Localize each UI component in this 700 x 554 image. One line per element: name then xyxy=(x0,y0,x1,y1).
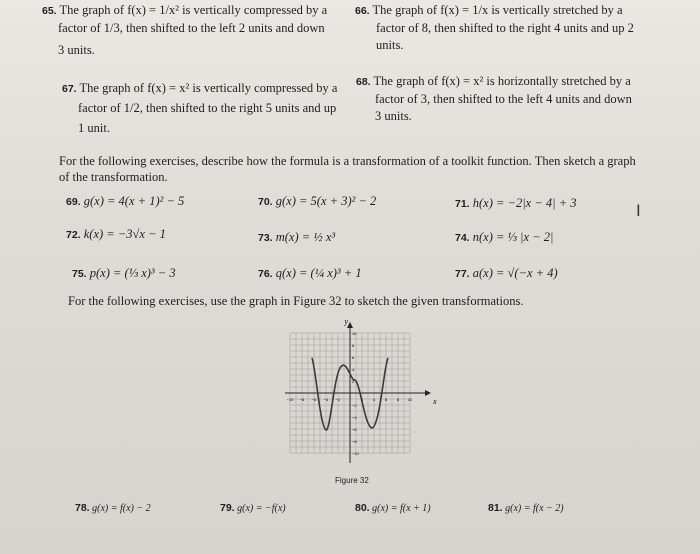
problem-65-line3: 3 units. xyxy=(58,43,95,57)
exercise-expression: g(x) = f(x − 2) xyxy=(505,503,564,514)
exercise-expression: p(x) = (⅓ x)³ − 3 xyxy=(89,266,176,280)
exercise-expression: g(x) = 5(x + 3)² − 2 xyxy=(275,194,377,208)
graph-svg xyxy=(280,318,440,468)
exercise-expression: g(x) = f(x) − 2 xyxy=(92,503,151,514)
problem-66 xyxy=(355,2,623,20)
figure-caption: Figure 32 xyxy=(335,476,369,485)
x-tick-label: 8 xyxy=(396,397,400,402)
problem-68-line2: factor of 3, then shifted to the left 4 units and down xyxy=(375,92,632,106)
x-axis-label: x xyxy=(433,397,437,406)
exercise-number: 73. xyxy=(258,232,273,244)
exercise-number: 79. xyxy=(220,502,235,514)
y-tick-label: 2 xyxy=(352,379,355,384)
exercise-number: 74. xyxy=(455,232,470,244)
problem-65-line2: factor of 1/3, then shifted to the left 2 units and down xyxy=(58,21,325,35)
exercise-expression: g(x) = 4(x + 1)² − 5 xyxy=(83,194,185,208)
problem-68 xyxy=(356,73,631,91)
x-axis-arrow xyxy=(425,390,431,396)
exercise-expression: q(x) = (¼ x)³ + 1 xyxy=(275,266,362,280)
exercise-number: 69. xyxy=(66,196,81,208)
problem-text-line1: The graph of f(x) = x² is vertically compressed by a xyxy=(79,81,338,95)
exercise-number: 78. xyxy=(75,502,90,514)
problem-text-line1: The graph of f(x) = 1/x is vertically stretched by a xyxy=(372,3,623,17)
text-cursor-icon: Ι xyxy=(636,201,641,220)
y-tick-label: −6 xyxy=(352,427,357,432)
problem-68-line3: 3 units. xyxy=(375,109,412,123)
section-instruction: For the following exercises, describe how the formula is a transformation of a toolkit function. Then sketch a graph xyxy=(59,154,636,168)
x-tick-label: 6 xyxy=(384,397,388,402)
exercise-number: 75. xyxy=(72,268,87,280)
exercise-expression: n(x) = ⅓ |x − 2| xyxy=(472,230,554,244)
problem-65 xyxy=(42,2,327,20)
problem-number: 67. xyxy=(62,83,77,95)
exercise-expression: h(x) = −2|x − 4| + 3 xyxy=(472,196,577,210)
y-tick-label: 4 xyxy=(352,367,355,372)
section-instruction-line2: of the transformation. xyxy=(59,170,168,184)
exercise-78 xyxy=(75,500,151,517)
exercise-expression: a(x) = √(−x + 4) xyxy=(472,266,558,280)
exercise-number: 71. xyxy=(455,198,470,210)
exercise-69 xyxy=(66,193,184,211)
exercise-70 xyxy=(258,193,376,211)
x-tick-label: −2 xyxy=(335,397,341,402)
exercise-expression: m(x) = ½ x³ xyxy=(275,230,336,244)
x-tick-label: −6 xyxy=(311,397,317,402)
problem-number: 68. xyxy=(356,76,371,88)
y-axis-label: y xyxy=(344,318,348,326)
problem-text-line1: The graph of f(x) = x² is horizontally stretched by a xyxy=(373,74,631,88)
x-tick-label: 10 xyxy=(407,397,413,402)
problem-66-line2: factor of 8, then shifted to the right 4 units and up 2 xyxy=(376,21,634,35)
exercise-number: 81. xyxy=(488,502,503,514)
exercise-number: 76. xyxy=(258,268,273,280)
exercise-80 xyxy=(355,500,431,517)
y-tick-label: 6 xyxy=(352,355,355,360)
exercise-75 xyxy=(72,265,176,283)
y-tick-label: −10 xyxy=(352,451,359,456)
exercise-expression: g(x) = f(x + 1) xyxy=(372,503,431,514)
y-tick-label: −8 xyxy=(352,439,357,444)
figure-32-graph xyxy=(280,318,440,468)
exercise-number: 70. xyxy=(258,196,273,208)
problem-text-line1: The graph of f(x) = 1/x² is vertically compressed by a xyxy=(59,3,328,17)
problem-67-line3: 1 unit. xyxy=(78,121,110,135)
exercise-72 xyxy=(66,226,166,244)
exercise-73 xyxy=(258,229,335,247)
problem-67-line2: factor of 1/2, then shifted to the right 5 units and up xyxy=(78,101,337,115)
y-tick-label: −2 xyxy=(352,403,357,408)
y-tick-label: 10 xyxy=(352,331,357,336)
x-tick-label: 2 xyxy=(360,397,364,402)
exercise-79 xyxy=(220,500,286,517)
section-instruction-figure: For the following exercises, use the graph in Figure 32 to sketch the given transformations. xyxy=(68,294,524,308)
exercise-expression: k(x) = −3√x − 1 xyxy=(83,227,166,241)
exercise-77 xyxy=(455,265,558,283)
exercise-number: 80. xyxy=(355,502,370,514)
exercise-74 xyxy=(455,229,553,247)
exercise-81 xyxy=(488,500,564,517)
x-tick-label: −8 xyxy=(299,397,305,402)
x-tick-label: 4 xyxy=(372,397,376,402)
exercise-76 xyxy=(258,265,362,283)
exercise-71 xyxy=(455,195,577,213)
problem-66-line3: units. xyxy=(376,38,404,52)
x-tick-label: −4 xyxy=(323,397,329,402)
exercise-expression: g(x) = −f(x) xyxy=(237,503,286,514)
exercise-number: 77. xyxy=(455,268,470,280)
y-tick-label: 8 xyxy=(352,343,355,348)
exercise-number: 72. xyxy=(66,229,81,241)
problem-number: 66. xyxy=(355,5,370,17)
y-tick-label: −4 xyxy=(352,415,357,420)
x-tick-label: −10 xyxy=(286,397,294,402)
problem-number: 65. xyxy=(42,5,57,17)
problem-67 xyxy=(62,80,337,98)
